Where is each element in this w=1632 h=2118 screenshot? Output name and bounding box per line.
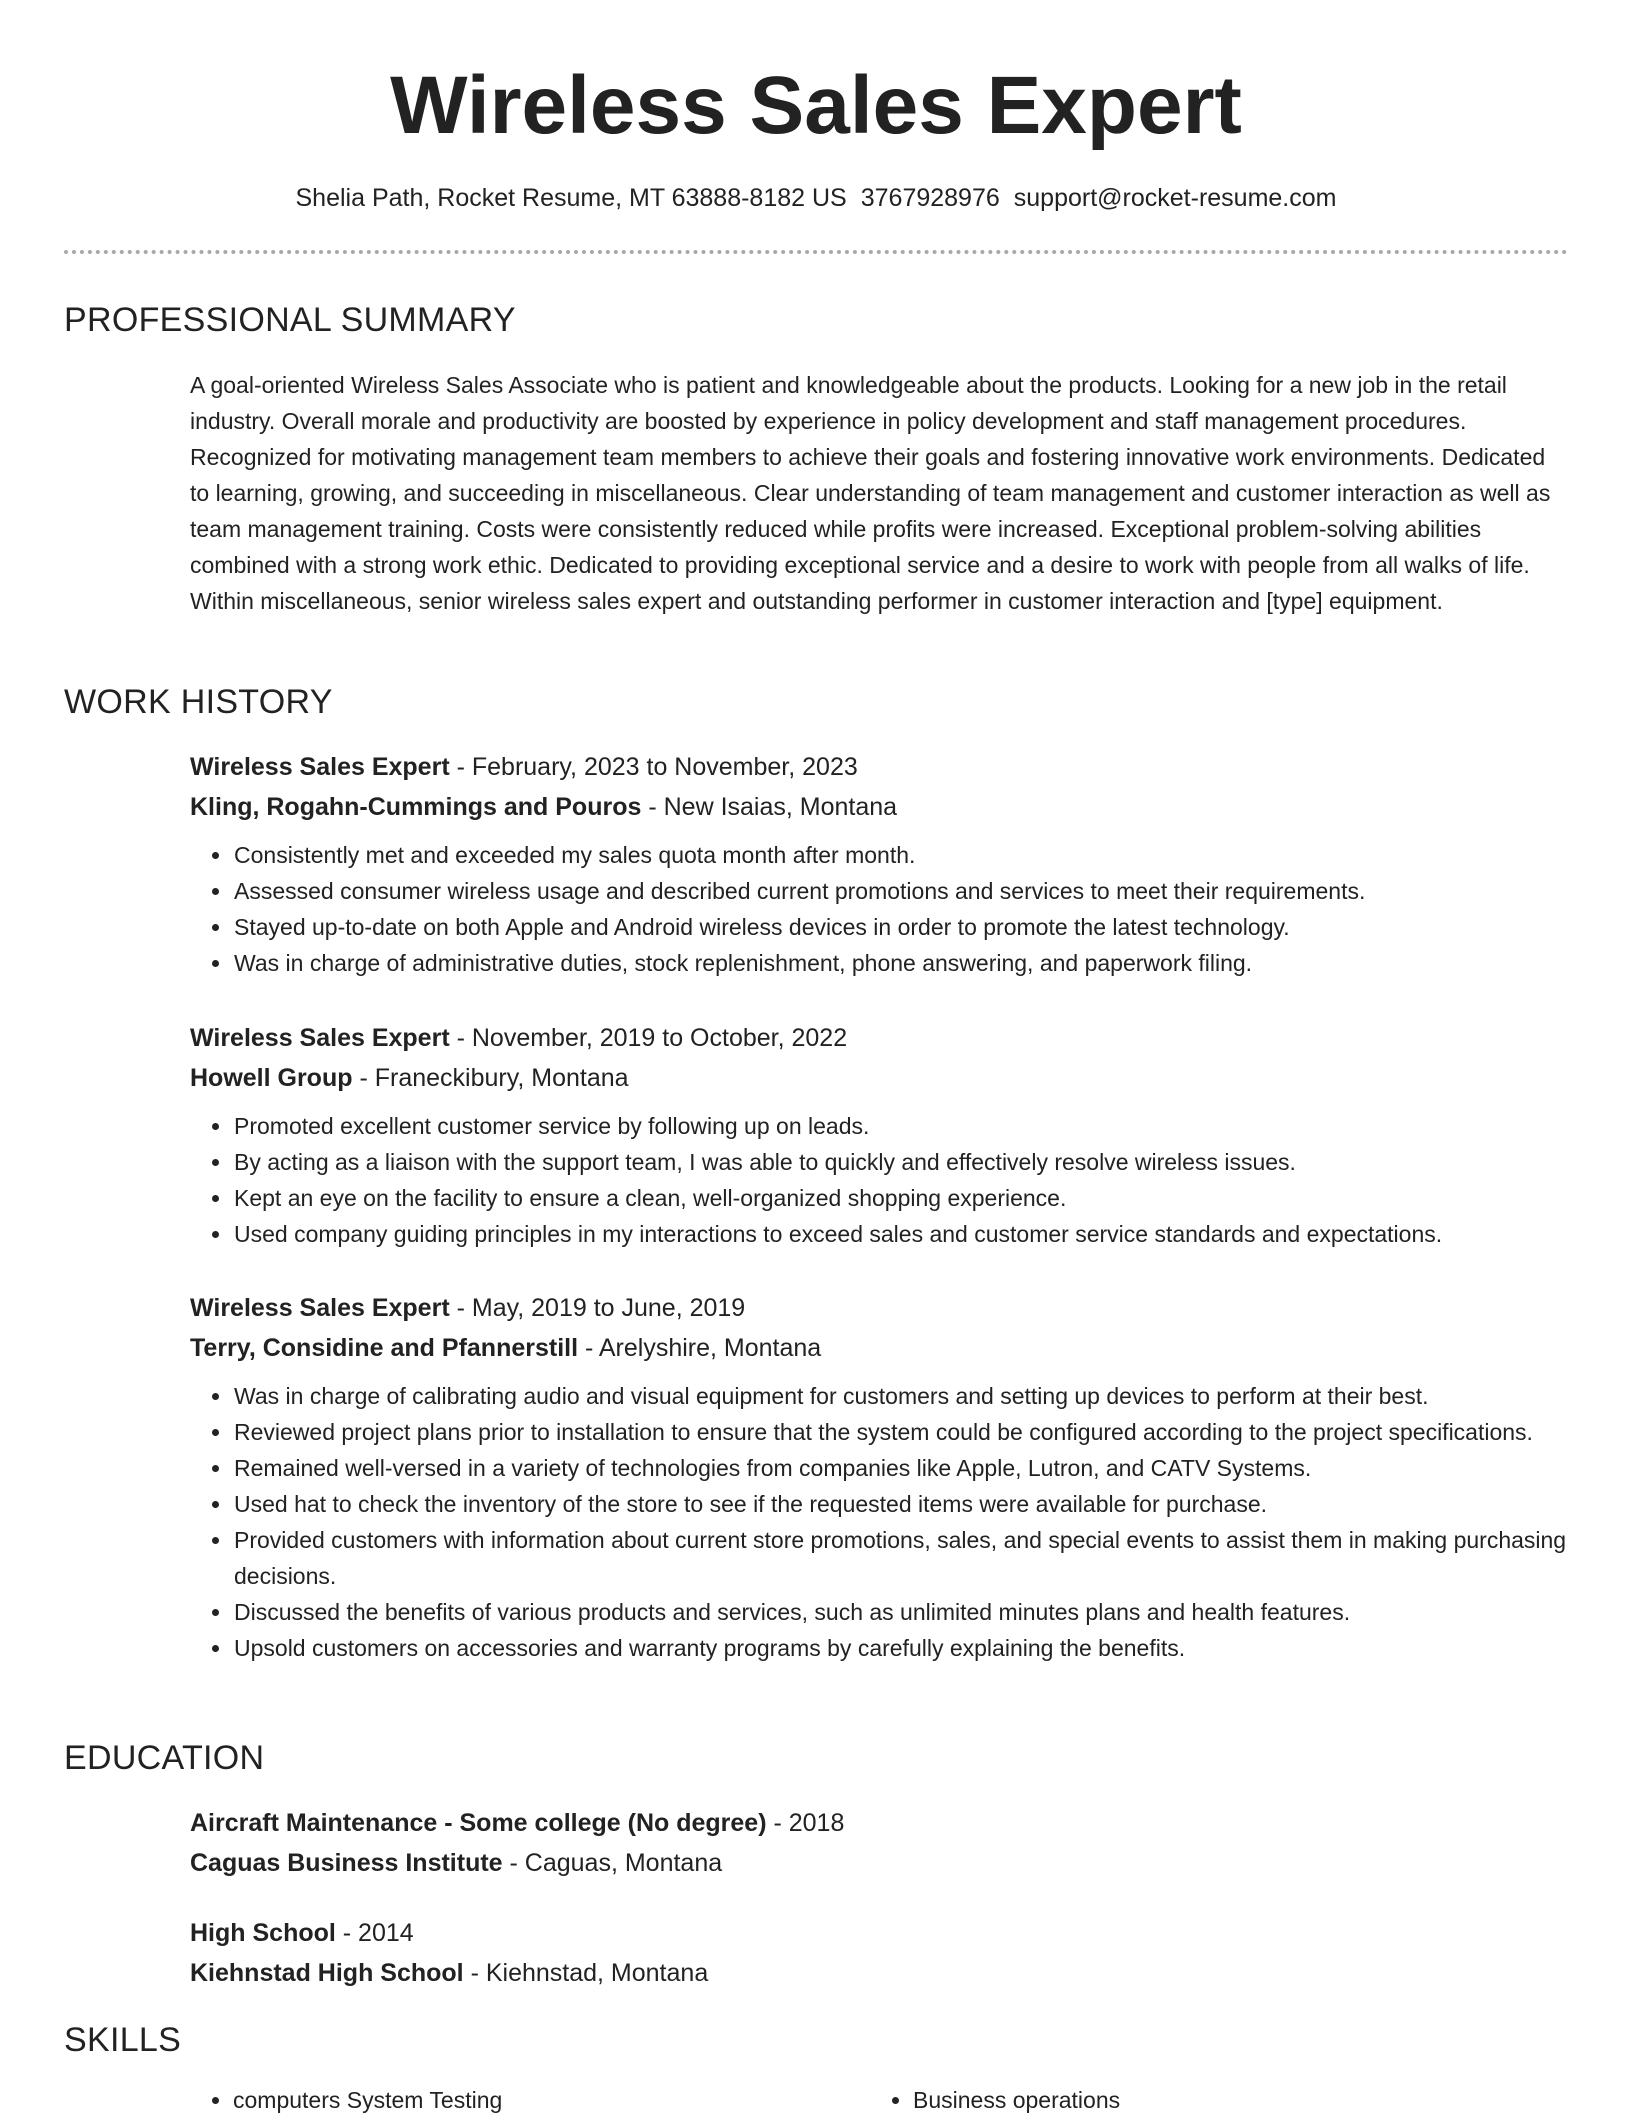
job-bullet: • Assessed consumer wireless usage and described current promotions and services to meet their requirements.: [233, 873, 1580, 909]
skills-heading: SKILLS: [64, 2021, 182, 2059]
job-bullet: • Was in charge of calibrating audio and visual equipment for customers and setting up devices to perform at their best.: [233, 1378, 1580, 1414]
job-location: - Arelyshire, Montana: [578, 1334, 822, 1362]
job-bullets: [190, 1108, 1580, 1252]
job-entry: [190, 1018, 1580, 1252]
job-bullet: • Promoted excellent customer service by following up on leads.: [233, 1108, 1580, 1144]
job-bullet: • Kept an eye on the facility to ensure a clean, well-organized shopping experience.: [233, 1180, 1580, 1216]
summary-heading: PROFESSIONAL SUMMARY: [64, 301, 516, 339]
education-school-line: [190, 1953, 1580, 1993]
job-role: Wireless Sales Expert: [190, 753, 450, 781]
job-company: Kling, Rogahn-Cummings and Pouros: [190, 793, 642, 821]
job-bullet: • By acting as a liaison with the support team, I was able to quickly and effectively resolve wireless issues.: [233, 1144, 1580, 1180]
education-school-line: [190, 1843, 1580, 1883]
job-entry: [190, 747, 1580, 981]
job-company-line: [190, 1328, 1580, 1368]
job-bullet: • Consistently met and exceeded my sales quota month after month.: [233, 837, 1580, 873]
job-location: - Franeckibury, Montana: [352, 1064, 629, 1092]
education-heading: EDUCATION: [64, 1739, 265, 1777]
job-dates: - May, 2019 to June, 2019: [449, 1294, 746, 1322]
job-company-line: [190, 787, 1580, 827]
job-location: - New Isaias, Montana: [641, 793, 898, 821]
job-bullet: • Reviewed project plans prior to installation to ensure that the system could be configured according to the project specifications.: [233, 1414, 1580, 1450]
contact-phone: 3767928976: [860, 184, 1000, 212]
job-bullet: • Stayed up-to-date on both Apple and Android wireless devices in order to promote the latest technology.: [233, 909, 1580, 945]
job-company: Terry, Considine and Pfannerstill: [190, 1334, 579, 1362]
job-title-line: [190, 747, 1580, 787]
skills-column-right: [870, 2082, 1120, 2118]
job-bullet: • Upsold customers on accessories and warranty programs by carefully explaining the benefits.: [233, 1630, 1580, 1666]
skills-column-left: [190, 2082, 502, 2118]
education-degree-line: [190, 1803, 1580, 1843]
education-degree-line: [190, 1913, 1580, 1953]
job-bullet: • Was in charge of administrative duties, stock replenishment, phone answering, and paperwork filing.: [233, 945, 1580, 981]
contact-line: [0, 180, 1632, 216]
job-company: Howell Group: [190, 1064, 353, 1092]
job-entry: [190, 1288, 1580, 1666]
education-year: - 2018: [766, 1809, 845, 1837]
job-role: Wireless Sales Expert: [190, 1024, 450, 1052]
skill-item: • Business operations: [913, 2082, 1120, 2118]
job-title-line: [190, 1288, 1580, 1328]
skill-item: • computers System Testing: [233, 2082, 502, 2118]
job-bullet: • Provided customers with information about current store promotions, sales, and special events to assist them in making purchasing decisions.: [233, 1522, 1580, 1594]
education-degree: Aircraft Maintenance - Some college (No degree): [190, 1809, 767, 1837]
job-bullets: [190, 1378, 1580, 1666]
job-bullet: • Remained well-versed in a variety of technologies from companies like Apple, Lutron, and CATV Systems.: [233, 1450, 1580, 1486]
education-school: Caguas Business Institute: [190, 1849, 503, 1877]
contact-email: support@rocket-resume.com: [1013, 184, 1337, 212]
work-history-heading: WORK HISTORY: [64, 683, 333, 721]
education-degree: High School: [190, 1919, 336, 1947]
job-dates: - November, 2019 to October, 2022: [449, 1024, 848, 1052]
job-dates: - February, 2023 to November, 2023: [449, 753, 858, 781]
header-divider: [64, 250, 1568, 254]
education-location: - Kiehnstad, Montana: [463, 1959, 709, 1987]
job-bullet: • Used company guiding principles in my interactions to exceed sales and customer service standards and expectations.: [233, 1216, 1580, 1252]
education-location: - Caguas, Montana: [502, 1849, 723, 1877]
job-title-line: [190, 1018, 1580, 1058]
education-year: - 2014: [335, 1919, 414, 1947]
education-entry: [190, 1803, 1580, 1883]
job-bullets: [190, 837, 1580, 981]
resume-name: Wireless Sales Expert: [390, 60, 1242, 151]
job-bullet: • Used hat to check the inventory of the store to see if the requested items were available for purchase.: [233, 1486, 1580, 1522]
education-school: Kiehnstad High School: [190, 1959, 464, 1987]
contact-address: Shelia Path, Rocket Resume, MT 63888-8182 US: [295, 184, 847, 212]
job-bullet: • Discussed the benefits of various products and services, such as unlimited minutes plans and health features.: [233, 1594, 1580, 1630]
job-company-line: [190, 1058, 1580, 1098]
job-role: Wireless Sales Expert: [190, 1294, 450, 1322]
education-entry: [190, 1913, 1580, 1993]
summary-text: A goal-oriented Wireless Sales Associate who is patient and knowledgeable about the products. Looking for a new job in the retail industry. Overall morale and productivity are boosted by experience in policy development and staff management procedures. Recognized for motivating management team members to achieve their goals and fostering innovative work environments. Dedicated to learning, growing, and succeeding in miscellaneous. Clear understanding of team management and customer interaction as well as team management training. Costs were consistently reduced while profits were increased. Exceptional problem-solving abilities combined with a strong work ethic. Dedicated to providing exceptional service and a desire to work with people from all walks of life. Within miscellaneous, senior wireless sales expert and outstanding performer in customer interaction and [type] equipment.: [190, 372, 1551, 614]
